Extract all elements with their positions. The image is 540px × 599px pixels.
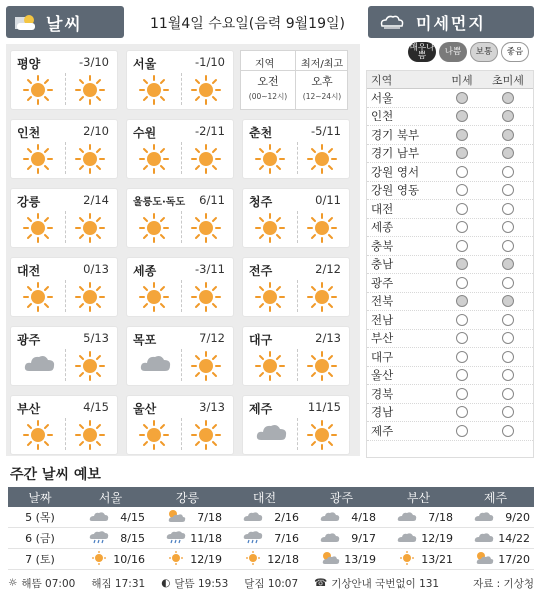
pm25-level-icon [502,425,514,437]
weekly-header-city: 부산 [406,490,431,505]
dust-region: 충남 [371,257,394,272]
dust-legend-good: 좋음 [501,42,529,62]
pm25-level-icon [502,314,514,326]
weekly-row [8,528,534,549]
cloud-icon [396,509,418,526]
weekly-header-city: 서울 [98,490,123,505]
pm25-level-icon [502,351,514,363]
sun-icon [396,551,418,568]
city-card [242,188,350,248]
weekly-cell [457,551,534,568]
pm25-level-icon [502,240,514,252]
city-temp: 0/11 [315,193,341,207]
dust-region: 전남 [371,312,394,327]
weekly-day: 6 (금) [25,532,55,545]
sun-icon [88,551,110,568]
city-name: 부산 [17,402,41,416]
legend-region: 지역 [255,59,275,70]
pm10-level-icon [456,221,468,233]
dust-region: 강원 영동 [371,183,420,198]
dust-row [367,274,533,293]
city-name: 춘천 [249,126,273,140]
city-temp: -5/11 [311,124,341,138]
dust-region: 대구 [371,349,394,364]
dust-header-pm25: 초미세 [492,73,524,87]
pm25-level-icon [502,184,514,196]
pm10-level-icon [456,425,468,437]
pm10-level-icon [456,369,468,381]
sun-icon [191,420,221,453]
dust-region: 울산 [371,368,394,383]
dust-row [367,367,533,386]
city-name: 청주 [249,195,273,209]
city-name: 인천 [17,126,41,140]
city-name: 울산 [133,402,157,416]
dust-row [367,182,533,201]
city-temp: 6/11 [199,193,225,207]
weekly-cell [149,509,226,526]
weekly-temp: 10/16 [113,552,145,566]
pm10-level-icon [456,332,468,344]
sun-icon [75,351,105,384]
dust-region: 경기 남부 [371,146,420,161]
dust-region: 경기 북부 [371,127,420,142]
cloud-icon [242,509,264,526]
dust-header-pm10: 미세 [451,73,473,87]
dust-title: 미세먼지 [416,13,486,33]
pm25-level-icon [502,388,514,400]
dust-region: 서울 [371,90,394,105]
weekly-day: 7 (토) [25,553,55,566]
weekly-temp: 4/18 [351,510,376,524]
sun-icon [139,144,169,177]
pm25-level-icon [502,369,514,381]
city-card [10,326,118,386]
pm25-level-icon [502,221,514,233]
dust-row [367,293,533,312]
city-name: 평양 [17,57,41,71]
city-card [10,119,118,179]
weekly-temp: 11/18 [190,531,222,545]
pm10-level-icon [456,129,468,141]
date-label: 11월4일 수요일(음력 9월19일) [150,16,345,32]
dust-row [367,385,533,404]
city-temp: -1/10 [195,55,225,69]
dust-region: 대전 [371,201,394,216]
weekly-header-city: 광주 [329,490,354,505]
pm10-level-icon [456,203,468,215]
sun-icon [307,420,337,453]
weekly-header-city: 강릉 [175,490,200,505]
weather-legend [240,50,348,110]
weekly-cell [380,551,457,568]
city-name: 서울 [133,57,157,71]
dust-row [367,89,533,108]
city-temp: 2/12 [315,262,341,276]
sun-icon [307,213,337,246]
suncloud-icon [165,509,187,526]
sun-icon [242,551,264,568]
city-temp: 7/12 [199,331,225,345]
sun-icon [307,282,337,315]
pm25-level-icon [502,295,514,307]
pm10-level-icon [456,314,468,326]
city-card [126,326,234,386]
city-temp: 2/13 [315,331,341,345]
rain-icon [165,530,187,547]
dust-row [367,330,533,349]
weekly-temp: 9/17 [351,531,376,545]
legend-am: 오전 [257,75,279,88]
cloud-icon [23,351,57,378]
dust-region: 경남 [371,405,394,420]
dust-header-region: 지역 [371,73,393,87]
cloud-icon [473,530,495,547]
footer [8,574,534,592]
moon-icon: ◐ [161,577,171,589]
city-card [242,326,350,386]
city-name: 대전 [17,264,41,278]
city-name: 울릉도·독도 [133,197,186,208]
pm25-level-icon [502,406,514,418]
cloud-icon [396,530,418,547]
dust-region: 광주 [371,275,394,290]
weekly-temp: 12/19 [421,531,453,545]
city-name: 광주 [17,333,41,347]
weekly-cell [72,509,149,526]
weekly-table [8,487,534,570]
info-line: 기상안내 국번없이 131 [331,577,440,590]
city-temp: 11/15 [307,400,341,414]
weekly-temp: 7/16 [274,531,299,545]
weekly-cell [303,551,380,568]
weekly-temp: 13/19 [344,552,376,566]
dust-row [367,348,533,367]
sun-icon [75,213,105,246]
weekly-temp: 17/20 [498,552,530,566]
cloud-icon [319,509,341,526]
city-name: 제주 [249,402,273,416]
sun-icon [23,282,53,315]
weekly-header-city: 대전 [252,490,277,505]
weekly-cell [303,530,380,547]
dust-row [367,237,533,256]
city-temp: 0/13 [83,262,109,276]
dust-legend-bad: 나쁨 [439,42,467,62]
sun-icon [75,75,105,108]
city-name: 강릉 [17,195,41,209]
weekly-cell [149,530,226,547]
sun-icon [191,213,221,246]
city-name: 대구 [249,333,273,347]
city-card [10,50,118,110]
sun-icon [139,75,169,108]
weekly-temp: 7/18 [197,510,222,524]
weekly-row [8,549,534,570]
city-card [10,395,118,455]
pm25-level-icon [502,110,514,122]
cloud-icon [319,530,341,547]
dust-table [366,70,534,458]
cloud-icon [88,509,110,526]
suncloud-icon [473,551,495,568]
city-card [126,50,234,110]
pm10-level-icon [456,406,468,418]
weekly-cell [72,530,149,547]
pm25-level-icon [502,258,514,270]
city-card [10,257,118,317]
weekly-header-date: 날짜 [28,490,52,505]
weekly-cell [303,509,380,526]
pm10-level-icon [456,92,468,104]
pm10-level-icon [456,295,468,307]
legend-pm: 오후 [311,75,333,88]
dust-region: 인천 [371,109,394,124]
city-temp: 5/13 [83,331,109,345]
dust-row [367,200,533,219]
sun-icon [139,420,169,453]
sun-icon [255,144,285,177]
sun-icon [307,351,337,384]
pm10-level-icon [456,258,468,270]
sunrise-time: 해뜸 07:00 [21,577,76,590]
sun-icon [255,282,285,315]
pm25-level-icon [502,129,514,141]
pm25-level-icon [502,166,514,178]
weekly-temp: 7/18 [428,510,453,524]
dust-row [367,256,533,275]
pm10-level-icon [456,110,468,122]
city-temp: 3/13 [199,400,225,414]
city-name: 목포 [133,333,157,347]
city-temp: -3/10 [79,55,109,69]
city-card [242,257,350,317]
city-card [242,395,350,455]
dust-region: 전북 [371,294,394,309]
weather-logo-icon [14,12,40,32]
pm10-level-icon [456,277,468,289]
dust-region: 강원 영서 [371,164,420,179]
dust-row [367,404,533,423]
sun-icon [139,282,169,315]
pm10-level-icon [456,240,468,252]
weekly-header-city: 제주 [483,490,508,505]
dust-region: 세종 [371,220,394,235]
rain-icon [88,530,110,547]
sun-icon [307,144,337,177]
legend-am-sub: (00~12시) [248,92,288,101]
legend-pm-sub: (12~24시) [302,92,342,101]
rain-icon [242,530,264,547]
dust-row [367,145,533,164]
dust-row [367,126,533,145]
sun-icon [165,551,187,568]
pm10-level-icon [456,166,468,178]
pm10-level-icon [456,184,468,196]
weekly-cell [457,530,534,547]
weekly-temp: 12/19 [190,552,222,566]
cloud-icon [255,420,289,447]
city-card [242,119,350,179]
dust-row [367,108,533,127]
sunrise-icon: ☼ [8,577,18,589]
dust-legend [408,42,529,62]
weekly-cell [457,509,534,526]
sun-icon [255,213,285,246]
weekly-cell [380,530,457,547]
dust-row [367,311,533,330]
weekly-header [8,487,534,507]
phone-icon: ☎ [314,577,328,589]
weekly-temp: 8/15 [120,531,145,545]
suncloud-icon [319,551,341,568]
dust-region: 충북 [371,238,394,253]
legend-minmax: 최저/최고 [301,59,344,70]
dust-region: 제주 [371,423,394,438]
weekly-day: 5 (목) [25,511,55,524]
city-name: 수원 [133,126,157,140]
city-card [126,395,234,455]
pm25-level-icon [502,203,514,215]
weekly-temp: 12/18 [267,552,299,566]
sun-icon [23,75,53,108]
weekly-temp: 4/15 [120,510,145,524]
sun-icon [191,144,221,177]
city-temp: -2/11 [195,124,225,138]
pm25-level-icon [502,92,514,104]
cloud-icon [139,351,173,378]
pm10-level-icon [456,147,468,159]
source-label: 자료 : 기상청 [473,577,534,590]
moonset-time: 달짐 10:07 [244,577,299,590]
weekly-cell [226,551,303,568]
dust-cloud-icon [378,13,406,31]
sun-icon [191,351,221,384]
sun-icon [191,75,221,108]
sun-icon [75,282,105,315]
weather-title: 날씨 [46,14,83,35]
moonrise-time: 달뜸 19:53 [174,577,229,590]
city-name: 세종 [133,264,157,278]
city-temp: 2/10 [83,124,109,138]
dust-row [367,219,533,238]
sun-icon [191,282,221,315]
dust-row [367,163,533,182]
dust-row [367,422,533,441]
weekly-temp: 9/20 [505,510,530,524]
weekly-cell [72,551,149,568]
dust-header [368,6,534,38]
dust-region: 경북 [371,386,394,401]
city-card [10,188,118,248]
city-temp: 4/15 [83,400,109,414]
pm25-level-icon [502,277,514,289]
weekly-cell [226,509,303,526]
weekly-temp: 13/21 [421,552,453,566]
sunset-time: 해짐 17:31 [91,577,146,590]
weekly-row [8,507,534,528]
weekly-temp: 14/22 [498,531,530,545]
sun-icon [255,351,285,384]
dust-region: 부산 [371,331,394,346]
city-name: 전주 [249,264,273,278]
city-temp: 2/14 [83,193,109,207]
sun-icon [23,420,53,453]
sun-icon [23,213,53,246]
dust-legend-normal: 보통 [470,42,498,62]
sun-icon [75,420,105,453]
pm25-level-icon [502,332,514,344]
sun-icon [23,144,53,177]
pm25-level-icon [502,147,514,159]
weekly-title: 주간 날씨 예보 [10,467,101,483]
weekly-cell [380,509,457,526]
weekly-cell [226,530,303,547]
city-card [126,119,234,179]
weekly-temp: 2/16 [274,510,299,524]
cloud-icon [473,509,495,526]
pm10-level-icon [456,388,468,400]
dust-legend-very-bad: 매우나쁨 [409,43,435,61]
city-card [126,188,234,248]
sun-icon [75,144,105,177]
pm10-level-icon [456,351,468,363]
city-card [126,257,234,317]
dust-table-header [367,71,533,89]
city-temp: -3/11 [195,262,225,276]
weekly-cell [149,551,226,568]
sun-icon [139,213,169,246]
weather-header [6,6,124,38]
